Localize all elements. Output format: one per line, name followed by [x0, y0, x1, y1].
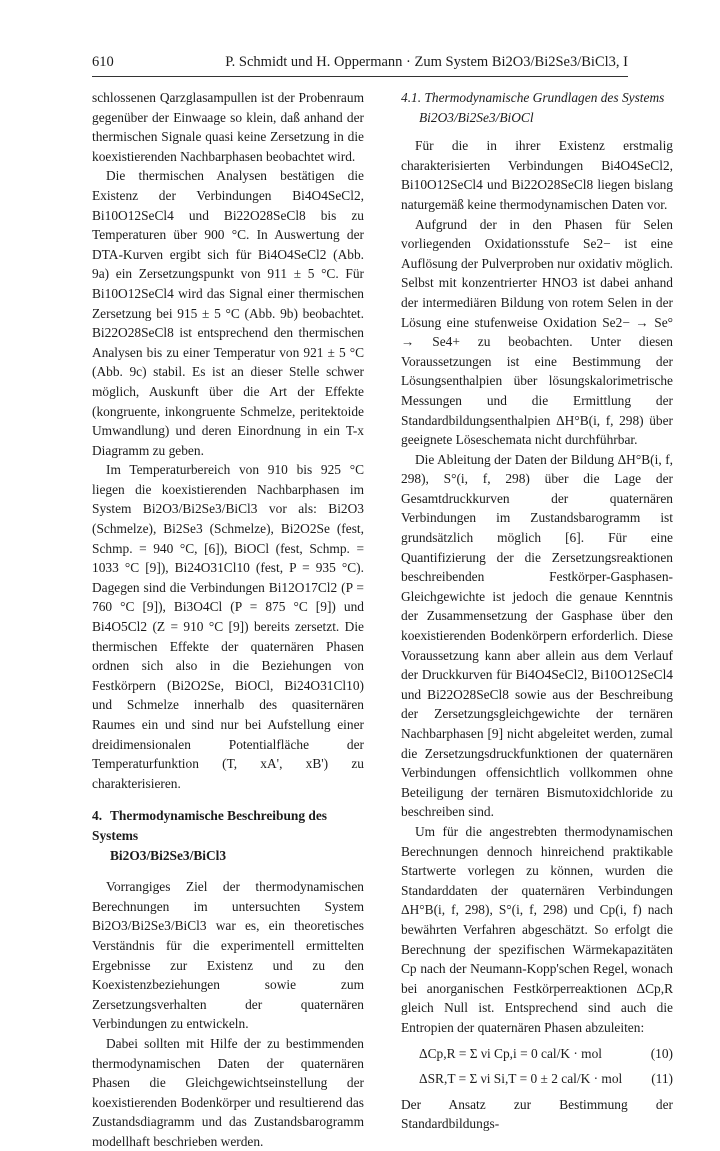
- subsection-number: 4.1.: [401, 90, 422, 105]
- paragraph: Aufgrund der in den Phasen für Selen vorliegenden Oxidationsstufe Se2− ist eine Auflösung der Pulverproben nur oxidativ möglich. Selbst mit konzentrierter HNO3 ist dabei anhand der intermediären Bildung von rotem Selen in der Lösung eine stufenweise Oxidation Se2− → Se° → Se4+ zu beobachten. Unter diesen Voraussetzungen ist eine Bestimmung der Lösungsenthalpien über lösungskalorimetrische Messungen und die Ermittlung der Standardbildungsenthalpien ΔH°B(i, f, 298) über geeignete Löseschemata nicht durchführbar.: [401, 216, 673, 448]
- paragraph: Um für die angestrebten thermodynamischen Berechnungen dennoch hinreichend praktikable Startwerte vorlegen zu können, wurden die Standarddaten der quaternären Verbindungen ΔH°B(i, f, 298), S°(i, f, 298) und Cp(i, f) nach bewährten Verfahren abgeschätzt. So erfolgt die Berechnung der spezifischen Wärmekapazitäten Cp nach der Neumann-Kopp'schen Regel, wonach bei anorganischen Festkörperreaktionen ΔCp,R gleich Null ist. Entsprechend sind auch die Entropien der quaternären Phasen abzuleiten:: [401, 823, 673, 1035]
- subsection-heading: [401, 88, 673, 127]
- subsection-title-line2: Bi2O3/Bi2Se3/BiOCl: [419, 109, 534, 125]
- equation-10: [401, 1044, 673, 1064]
- running-title: P. Schmidt und H. Oppermann · Zum System Bi2O3/Bi2Se3/BiCl3, I: [225, 54, 628, 70]
- paragraph: Die thermischen Analysen bestätigen die Existenz der Verbindungen Bi4O4SeCl2, Bi10O12SeCl4 und Bi22O28SeCl8 bis zu Temperaturen über 900 °C. In Auswertung der DTA-Kurven ergibt sich für Bi4O4SeCl2 (Abb. 9a) ein Zersetzungspunkt von 911 ± 5 °C. Für Bi10O12SeCl4 wird das Signal einer thermischen Zersetzung bei 915 ± 5 °C (Abb. 9b) beobachtet. Bi22O28SeCl8 ist entsprechend den thermischen Analysen bis zu einer Temperatur von 921 ± 5 °C (Abb. 9c) stabil. Es ist an dieser Stelle schwer möglich, Auskunft über die Art der Effekte (kongruente, inkongruente Schmelze, peritektoide Umwandlung) und deren Einordnung in ein T-x Diagramm zu geben.: [92, 168, 364, 458]
- section-title: Thermodynamische Beschreibung des Systems: [92, 808, 327, 843]
- section-heading: [92, 806, 364, 865]
- equation-11: [401, 1069, 673, 1089]
- left-column: [92, 88, 364, 1151]
- paragraph: Vorrangiges Ziel der thermodynamischen Berechnungen im untersuchten System Bi2O3/Bi2Se3/BiCl3 war es, ein theoretisches Verständnis für die experimentell ermittelten Ergebnisse zur Existenz und zu den Koexistenzbeziehungen sowie zum Zersetzungsverhalten der quaternären Verbindungen zu entwickeln.: [92, 879, 364, 1032]
- equation-number: (10): [650, 1045, 673, 1061]
- paragraph: Für die in ihrer Existenz erstmalig charakterisierten Verbindungen Bi4O4SeCl2, Bi10O12SeCl4 und Bi22O28SeCl8 liegen bislang naturgemäß keine thermodynamischen Daten vor.: [401, 138, 673, 212]
- paragraph: Die Ableitung der Daten der Bildung ΔH°B(i, f, 298), S°(i, f, 298) über die Lage der Gesamtdruckkurven der quaternären Verbindungen im Zustandsbarogramm ist grundsätzlich möglich [6]. Für eine Quantifizierung der die Zersetzungsreaktionen beschreibenden Festkörper-Gasphasen-Gleichgewichte ist jedoch die genaue Kenntnis der Zusammensetzung der Gasphase über den koexistierenden Bodenkörpern erforderlich. Diese Voraussetzung kann aber allein aus dem Verlauf der Druckkurven für Bi4O4SeCl2, Bi10O12SeCl4 und Bi22O28SeCl8 sowie aus der Beschreibung der Zersetzungsgleichgewichte der ternären Nachbarphasen [9] nicht abgeleitet werden, zumal die Zersetzungsdruckfunktionen der quaternären Verbindungen offensichtlich vollkommen ohne Beteiligung der ternären Bismutoxidchloride zu beschreiben sind.: [401, 451, 673, 820]
- paragraph: Der Ansatz zur Bestimmung der Standardbildungs-: [401, 1096, 673, 1132]
- subsection-title: Thermodynamische Grundlagen des Systems: [424, 90, 665, 105]
- right-column: [401, 88, 673, 1134]
- paragraph: Dabei sollten mit Hilfe der zu bestimmenden thermodynamischen Daten der quaternären Phasen die Gleichgewichtseinstellung der koexistierenden Bodenkörper und resultierend das Zustandsdiagramm und das Zustandsbarogramm modellhaft beschrieben werden.: [92, 1035, 364, 1149]
- page-number: 610: [92, 54, 114, 70]
- section-title-line2: Bi2O3/Bi2Se3/BiCl3: [110, 847, 227, 863]
- paragraph: Im Temperaturbereich von 910 bis 925 °C liegen die koexistierenden Nachbarphasen im System Bi2O3/Bi2Se3/BiCl3 vor als: Bi2O3 (Schmelze), Bi2Se3 (Schmelze), Bi2O2Se (fest, Schmp. = 940 °C, [6]), BiOCl (fest, Schmp. = 1033 °C [9]), Bi24O31Cl10 (fest, P = 935 °C). Dagegen sind die Verbindungen Bi12O17Cl2 (P = 760 °C [9]), Bi3O4Cl (P = 875 °C [9]) und Bi4O5Cl2 (Z = 910 °C [9]) bereits zersetzt. Die thermischen Effekte der quaternären Phasen ordnen sich also in die Beziehungen von Festkörpern (Bi2O2Se, BiOCl, Bi24O31Cl10) und Schmelze innerhalb des quasiternären Raumes ein und sind nur bei Aufstellung einer dreidimensionalen Potentialfläche der Temperaturfunktion (T, xA', xB') zu charakterisieren.: [92, 462, 364, 791]
- equation-text: ΔCp,R = Σ νi Cp,i = 0 cal/K · mol: [419, 1045, 602, 1061]
- running-header: [92, 50, 628, 77]
- equation-number: (11): [651, 1071, 673, 1087]
- section-number: 4.: [92, 808, 103, 824]
- paragraph: schlossenen Qarzglasampullen ist der Probenraum gegenüber der Einwaage so klein, daß anhand der thermischen Signale quasi keine Zersetzung in die koexistierenden Nachbarphasen beobachtet wird.: [92, 90, 364, 164]
- equation-text: ΔSR,T = Σ νi Si,T = 0 ± 2 cal/K · mol: [419, 1071, 623, 1087]
